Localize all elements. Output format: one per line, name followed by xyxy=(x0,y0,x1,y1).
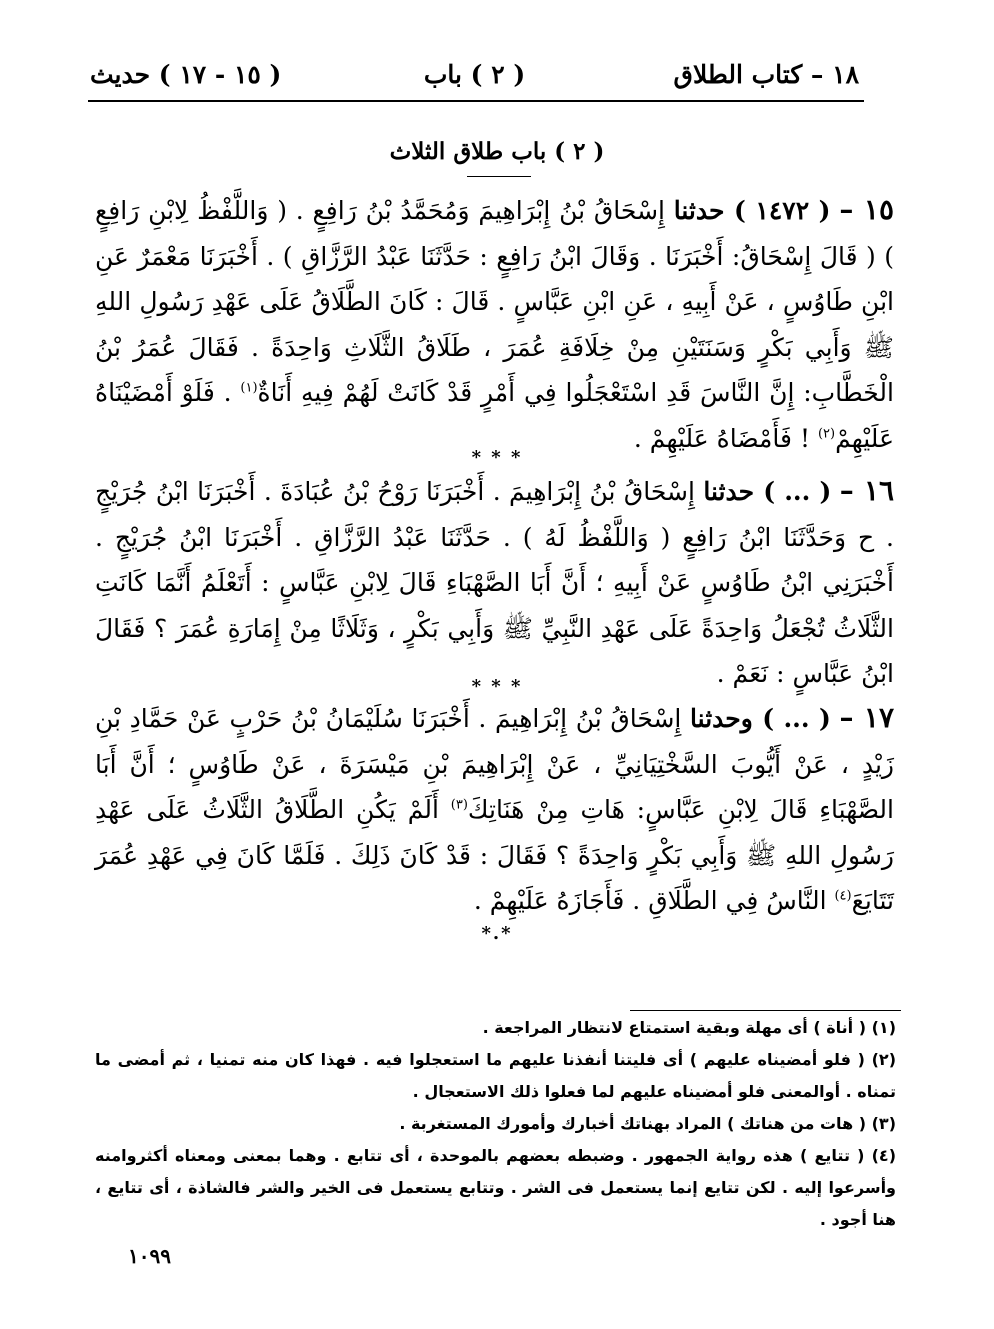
page-number: ١٠٩٩ xyxy=(128,1244,171,1268)
hadith-heading: ( ... ) حدثنا xyxy=(703,477,832,506)
hadith-number: ١٥ – xyxy=(839,193,894,226)
footnote: (١) ( أناة ) أى مهلة وبقية استمتاع لانتظار المراجعة . xyxy=(482,1018,896,1037)
hadith-16 xyxy=(95,468,894,697)
footnote: (٢) ( فلو أمضيناه عليهم ) أى فليتنا أنفذنا عليهم ما استعجلوا فيه . فهذا كان منه تمنيا ، ثم أمضى ما تمناه . أوالمعنى فلو أمضيناه عليهم لما فعلوا ذلك الاستعجال . xyxy=(95,1050,896,1101)
hadith-number: ١٦ – xyxy=(839,474,895,507)
separator-stars: * * * xyxy=(471,447,523,468)
chapter-title: ( ٢ ) باب طلاق الثلاث xyxy=(389,138,605,165)
hadith-17 xyxy=(95,695,894,924)
hadith-text: ! فَأَمْضَاهُ عَلَيْهِمْ . xyxy=(633,423,810,453)
hadith-text: النَّاسُ فِي الطَّلَاقِ . فَأَجَازَهُ عَلَيْهِمْ . xyxy=(473,886,827,915)
footnotes xyxy=(95,1012,896,1236)
footnote-ref: (٢) xyxy=(817,426,836,442)
hadith-text: إِسْحَاقُ بْنُ إِبْرَاهِيمَ . أَخْبَرَنَا سُلَيْمَانُ بْنُ حَرْبٍ عَنْ حَمَّادِ بْنِ زَيْدٍ ، عَنْ أَيُّوبَ السَّخْتِيَانِيِّ ، عَنْ إِبْرَاهِيمَ بْنِ مَيْسَرَةَ ، عَنْ طَاوُسٍ ؛ أَنَّ أَبَا الصَّهْبَاءِ قَالَ لِابْنِ عَبَّاسٍ: هَاتِ مِنْ هَنَاتِكَ xyxy=(95,704,894,824)
chapter-underline xyxy=(467,176,531,177)
footnote: (٣) ( هات من هناتك ) المراد بهناتك أخبارك وأمورك المستغربة . xyxy=(399,1114,896,1133)
hadith-text: إِسْحَاقُ بْنُ إِبْرَاهِيمَ . أَخْبَرَنَا رَوْحُ بْنُ عُبَادَةَ . أَخْبَرَنَا ابْنُ جُرَيْجٍ . ح وَحَدَّثَنَا ابْنُ رَافِعٍ ( وَاللَّفْظُ لَهُ ) . حَدَّثَنَا عَبْدُ الرَّزَّاقِ . أَخْبَرَنَا ابْنُ جُرَيْجٍ . أَخْبَرَنِي ابْنُ طَاوُسٍ عَنْ أَبِيهِ ؛ أَنَّ أَبَا الصَّهْبَاءِ قَالَ لِابْنِ عَبَّاسٍ : أَتَعْلَمُ أَنَّمَا كَانَتِ الثَّلَاثُ تُجْعَلُ وَاحِدَةً عَلَى عَهْدِ النَّبِيِّ ﷺ وَأَبِي بَكْرٍ ، وَثَلَاثًا مِنْ إِمَارَةِ عُمَرَ ؟ فَقَالَ ابْنُ عَبَّاسٍ : نَعَمْ . xyxy=(95,477,894,688)
separator-stars: *.* xyxy=(481,923,513,944)
separator-stars: * * * xyxy=(471,676,523,697)
footnote-rule xyxy=(630,1010,901,1011)
header-rule xyxy=(88,100,864,102)
chapter-label: ( ٢ ) باب xyxy=(423,60,526,89)
footnote-ref: (٤) xyxy=(834,888,852,904)
footnote-ref: (١) xyxy=(240,380,258,396)
running-header xyxy=(90,60,859,100)
hadith-text: أَلَمْ يَكُنِ الطَّلَاقُ الثَّلَاثُ عَلَى عَهْدِ رَسُولِ اللهِ ﷺ وَأَبِي بَكْرٍ وَاحِدَةً ؟ فَقَالَ : قَدْ كَانَ ذَلِكَ . فَلَمَّا كَانَ فِي عَهْدِ عُمَرَ تَتَايَعَ xyxy=(95,795,894,915)
hadith-heading: ( ١٤٧٢ ) حدثنا xyxy=(673,196,831,225)
hadith-text: إِسْحَاقُ بْنُ إِبْرَاهِيمَ وَمُحَمَّدُ بْنُ رَافِعٍ . ( وَاللَّفْظُ لِابْنِ رَافِعٍ ) ( قَالَ إِسْحَاقُ: أَخْبَرَنَا . وَقَالَ ابْنُ رَافِعٍ : حَدَّثَنَا عَبْدُ الرَّزَّاقِ ) . أَخْبَرَنَا مَعْمَرٌ عَنِ ابْنِ طَاوُسٍ ، عَنْ أَبِيهِ ، عَنِ ابْنِ عَبَّاسٍ . قَالَ : كَانَ الطَّلَاقُ عَلَى عَهْدِ رَسُولِ اللهِ ﷺ وَأَبِي بَكْرٍ وَسَنَتَيْنِ مِنْ خِلَافَةِ عُمَرَ ، طَلَاقُ الثَّلَاثِ وَاحِدَةً . فَقَالَ عُمَرُ بْنُ الْخَطَّابِ: إِنَّ النَّاسَ قَدِ اسْتَعْجَلُوا فِي أَمْرٍ قَدْ كَانَتْ لَهُمْ فِيهِ أَنَاةٌ xyxy=(95,196,894,407)
footnote: (٤) ( تتايع ) هذه رواية الجمهور . وضبطه بعضهم بالموحدة ، أى تتابع . وهما بمعنى ومعناه أكثروامنه وأسرعوا إليه . لكن تتايع إنما يستعمل فى الشر . وتتابع يستعمل فى الخير والشر فالشاذة ، أى تتايع ، هنا أجود . xyxy=(95,1146,896,1229)
hadith-text: . فَلَوْ أَمْضَيْنَاهُ عَلَيْهِمْ xyxy=(95,378,894,453)
hadith-number: ١٧ – xyxy=(839,701,894,734)
hadith-heading: ( ... ) وحدثنا xyxy=(690,704,831,733)
footnote-ref: (٣) xyxy=(450,797,468,813)
hadith-range: ( ١٥ - ١٧ ) حديث xyxy=(90,60,282,89)
hadith-15 xyxy=(95,187,894,461)
book-title: ١٨ – كتاب الطلاق xyxy=(673,60,859,89)
